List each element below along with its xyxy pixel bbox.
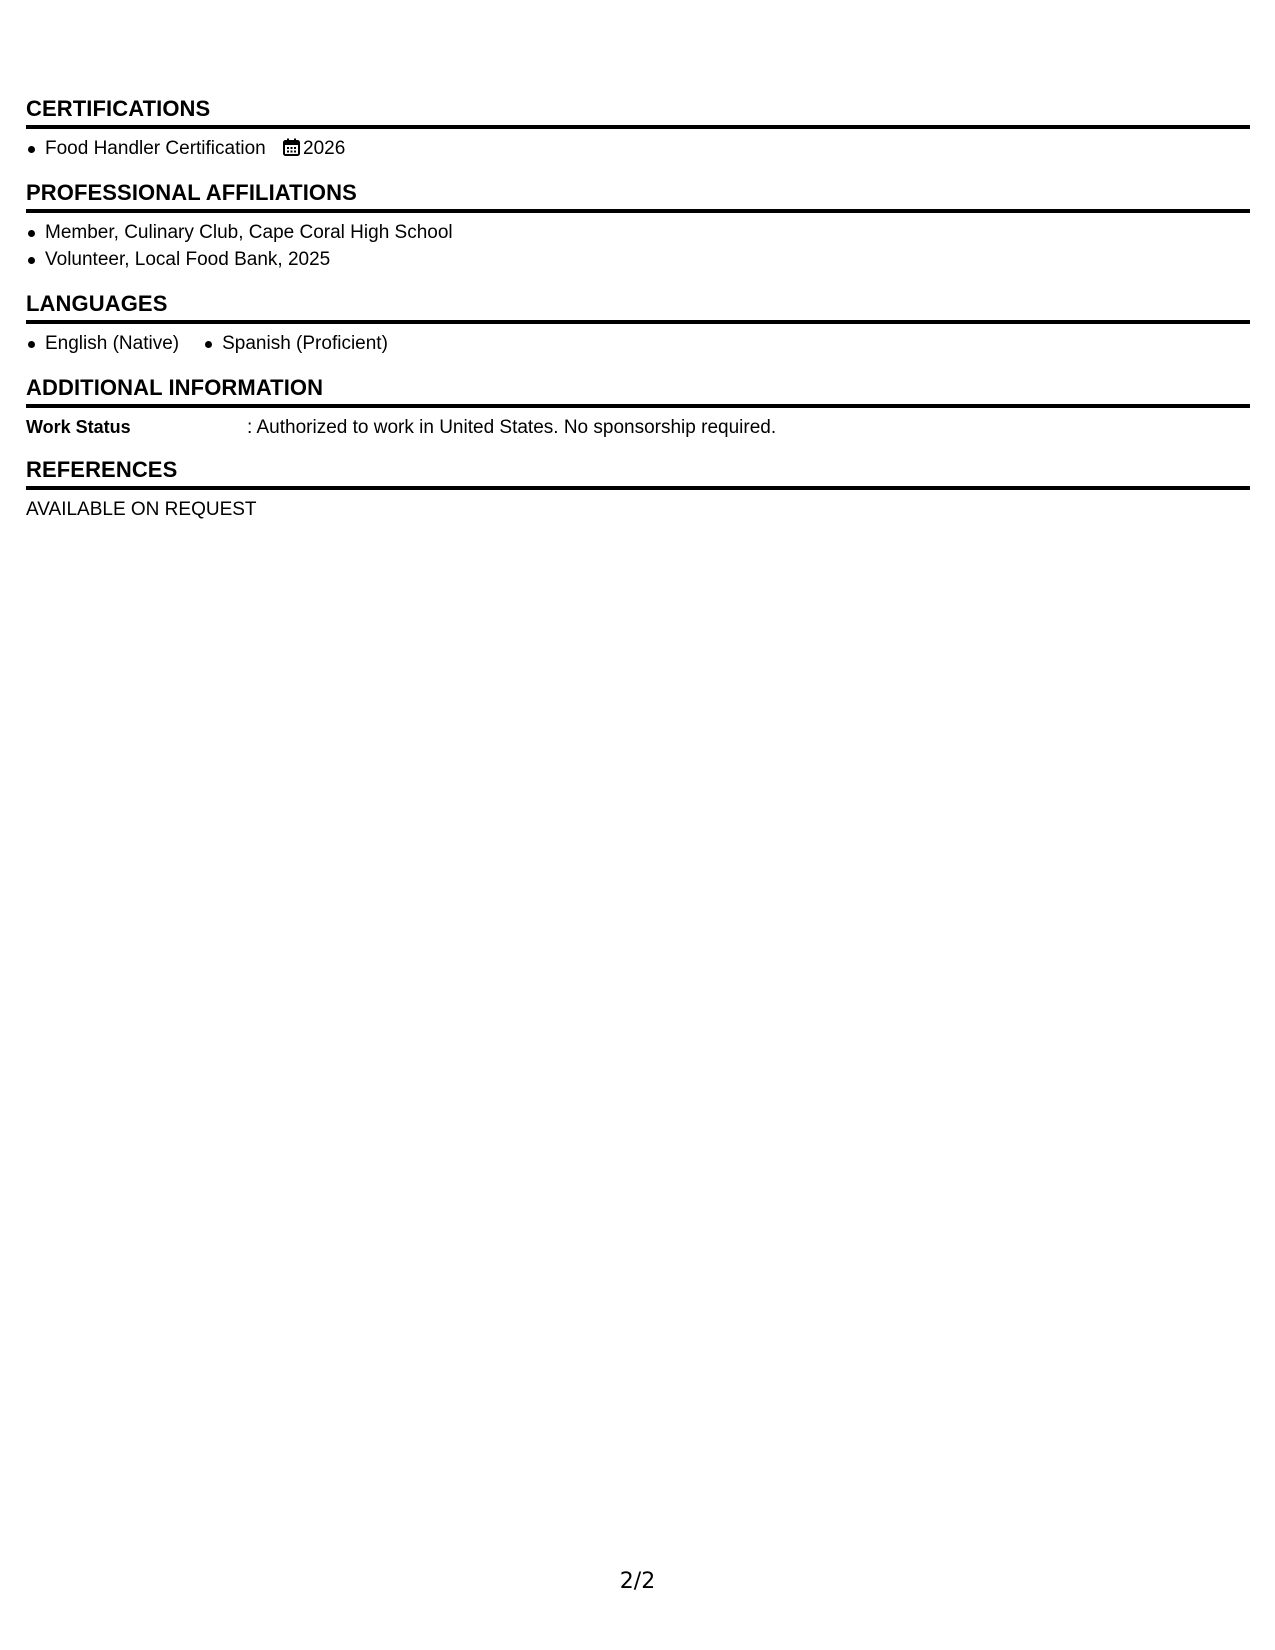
section-divider (26, 404, 1250, 408)
work-status-value: : Authorized to work in United States. No sponsorship required. (247, 417, 777, 438)
additional-information-section (26, 375, 1250, 441)
page-number: 2/2 (619, 1569, 656, 1594)
list-item: Member, Culinary Club, Cape Coral High School (26, 219, 1250, 246)
affiliations-section (26, 180, 1250, 273)
work-status-label: Work Status (26, 417, 131, 437)
list-item (26, 135, 1250, 164)
languages-list (26, 330, 1250, 357)
work-status-row (26, 414, 1250, 441)
calendar-icon (283, 137, 300, 164)
references-text: AVAILABLE ON REQUEST (26, 499, 257, 520)
list-item: Volunteer, Local Food Bank, 2025 (26, 246, 1250, 273)
section-title-languages: LANGUAGES (26, 291, 168, 316)
list-item: Spanish (Proficient) (203, 330, 388, 357)
certification-name: Food Handler Certification (45, 138, 266, 159)
affiliations-list (26, 219, 1250, 273)
references-section (26, 457, 1250, 523)
list-item: English (Native) (26, 330, 179, 357)
section-title-affiliations: PROFESSIONAL AFFILIATIONS (26, 180, 357, 205)
certifications-list (26, 135, 1250, 164)
section-divider (26, 486, 1250, 490)
section-title-certifications: CERTIFICATIONS (26, 96, 211, 121)
section-title-additional-information: ADDITIONAL INFORMATION (26, 375, 324, 400)
certifications-section (26, 96, 1250, 164)
languages-section (26, 291, 1250, 357)
section-divider (26, 125, 1250, 129)
section-divider (26, 320, 1250, 324)
section-title-references: REFERENCES (26, 457, 178, 482)
section-divider (26, 209, 1250, 213)
certification-year: 2026 (303, 138, 346, 159)
